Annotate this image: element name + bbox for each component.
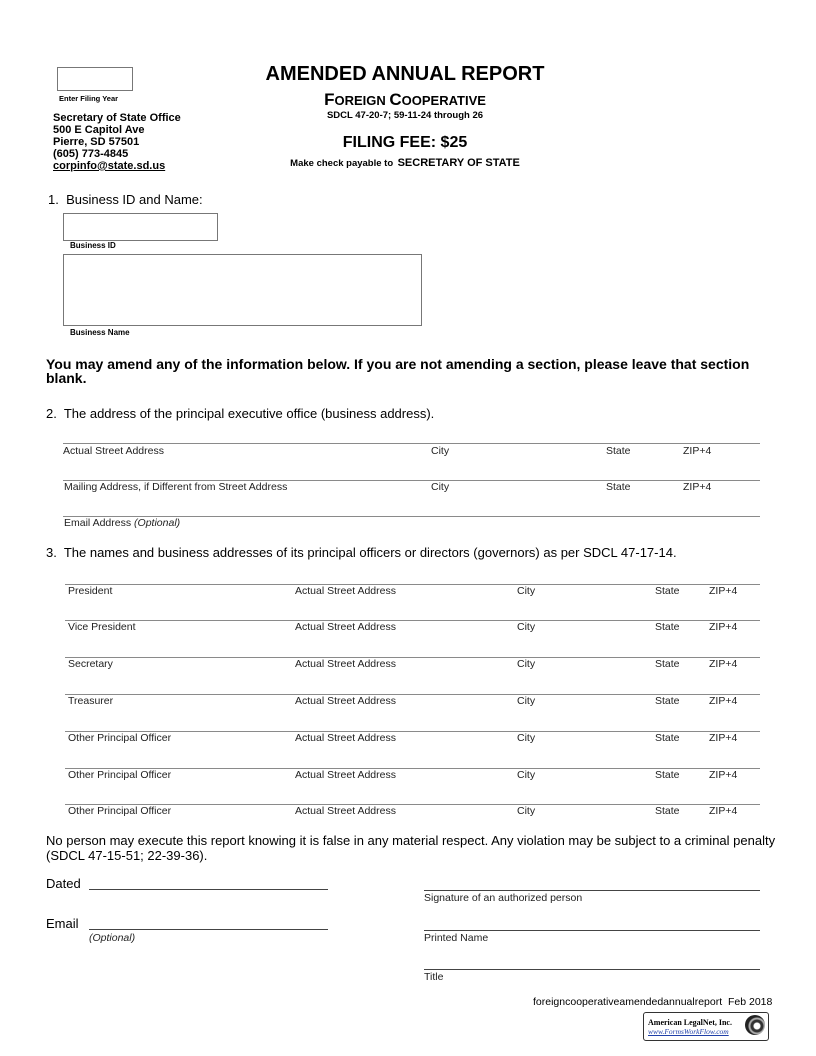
- vendor-name: American LegalNet, Inc.: [648, 1018, 732, 1027]
- form-identifier: foreigncooperativeamendedannualreport Feb 2018: [533, 996, 773, 1008]
- officer-zip-label: ZIP+4: [709, 769, 738, 781]
- officer-title-label: Treasurer: [68, 695, 114, 707]
- signature-line[interactable]: [424, 890, 760, 891]
- office-phone: (605) 773-4845: [53, 148, 129, 160]
- officer-address-label: Actual Street Address: [295, 621, 396, 633]
- officer-title-label: Secretary: [68, 658, 113, 670]
- printed-name-line[interactable]: [424, 930, 760, 931]
- officer-title-label: Other Principal Officer: [68, 769, 172, 781]
- officer-zip-label: ZIP+4: [709, 621, 738, 633]
- officer-address-label: Actual Street Address: [295, 769, 396, 781]
- officer-address-label: Actual Street Address: [295, 805, 396, 817]
- mailing-city-label: City: [431, 481, 450, 493]
- title-line[interactable]: [424, 969, 760, 970]
- vendor-logo-icon: [745, 1015, 765, 1035]
- email-line[interactable]: [89, 929, 328, 930]
- officer-city-label: City: [517, 769, 536, 781]
- street-address-label: Actual Street Address: [63, 445, 164, 457]
- officer-address-label: Actual Street Address: [295, 585, 396, 597]
- penalty-statement: No person may execute this report knowing it is false in any material respect. Any violation may be subject to a criminal penalty (SDCL 47-15-51; 22-39-36).: [46, 833, 776, 863]
- signature-label: Signature of an authorized person: [424, 892, 583, 904]
- section2-heading: 2. The address of the principal executive office (business address).: [46, 406, 435, 421]
- filing-fee: FILING FEE: $25: [342, 134, 468, 151]
- officer-title-label: President: [68, 585, 113, 597]
- officer-state-label: State: [655, 585, 680, 597]
- statute-reference: SDCL 47-20-7; 59-11-24 through 26: [326, 110, 484, 121]
- office-city: Pierre, SD 57501: [53, 136, 140, 148]
- amend-notice: You may amend any of the information below. If you are not amending a section, please leave that section blank.: [46, 356, 750, 386]
- officer-address-label: Actual Street Address: [295, 695, 396, 707]
- officer-address-label: Actual Street Address: [295, 732, 396, 744]
- officer-state-label: State: [655, 769, 680, 781]
- street-address-line[interactable]: [63, 443, 760, 444]
- filing-year-label: Enter Filing Year: [59, 94, 119, 103]
- officer-zip-label: ZIP+4: [709, 658, 738, 670]
- business-id-label: Business ID: [70, 241, 116, 250]
- officer-state-label: State: [655, 732, 680, 744]
- officer-city-label: City: [517, 585, 536, 597]
- office-street: 500 E Capitol Ave: [53, 124, 145, 136]
- officer-city-label: City: [517, 658, 536, 670]
- office-email-link[interactable]: corpinfo@state.sd.us: [53, 160, 166, 172]
- business-name-input[interactable]: [63, 254, 422, 326]
- mailing-address-label: Mailing Address, if Different from Street Address: [64, 481, 288, 493]
- officer-state-label: State: [655, 805, 680, 817]
- officer-state-label: State: [655, 658, 680, 670]
- email-address-label: Email Address (Optional): [64, 517, 181, 529]
- dated-label: Dated: [46, 876, 81, 891]
- officer-title-label: Vice President: [68, 621, 136, 633]
- officer-city-label: City: [517, 621, 536, 633]
- section3-heading: 3. The names and business addresses of its principal officers or directors (governors) as per SDCL 47-17-14.: [46, 545, 677, 560]
- officer-address-label: Actual Street Address: [295, 658, 396, 670]
- email-label: Email: [46, 916, 79, 931]
- officer-city-label: City: [517, 695, 536, 707]
- officer-zip-label: ZIP+4: [709, 585, 738, 597]
- officer-state-label: State: [655, 695, 680, 707]
- printed-name-label: Printed Name: [424, 932, 489, 944]
- officer-state-label: State: [655, 621, 680, 633]
- dated-line[interactable]: [89, 889, 328, 890]
- mailing-state-label: State: [606, 481, 631, 493]
- officer-title-label: Other Principal Officer: [68, 732, 172, 744]
- page-title: AMENDED ANNUAL REPORT: [265, 63, 545, 85]
- office-name: Secretary of State Office: [53, 112, 181, 124]
- officer-city-label: City: [517, 805, 536, 817]
- officer-zip-label: ZIP+4: [709, 805, 738, 817]
- section1-heading: 1. Business ID and Name:: [48, 192, 203, 207]
- vendor-url: www.FormsWorkFlow.com: [648, 1027, 729, 1036]
- street-state-label: State: [606, 445, 631, 457]
- street-zip-label: ZIP+4: [683, 445, 712, 457]
- title-label: Title: [424, 971, 444, 983]
- vendor-badge: [643, 1012, 769, 1041]
- officer-zip-label: ZIP+4: [709, 695, 738, 707]
- officer-zip-label: ZIP+4: [709, 732, 738, 744]
- payable-to: Make check payable to SECRETARY OF STATE: [290, 157, 520, 169]
- page-subtitle: FOREIGN COOPERATIVE: [324, 90, 486, 109]
- street-city-label: City: [431, 445, 450, 457]
- business-id-input[interactable]: [63, 213, 218, 241]
- business-name-label: Business Name: [70, 328, 130, 337]
- officer-title-label: Other Principal Officer: [68, 805, 172, 817]
- email-optional-label: (Optional): [89, 932, 136, 944]
- mailing-zip-label: ZIP+4: [683, 481, 712, 493]
- officer-city-label: City: [517, 732, 536, 744]
